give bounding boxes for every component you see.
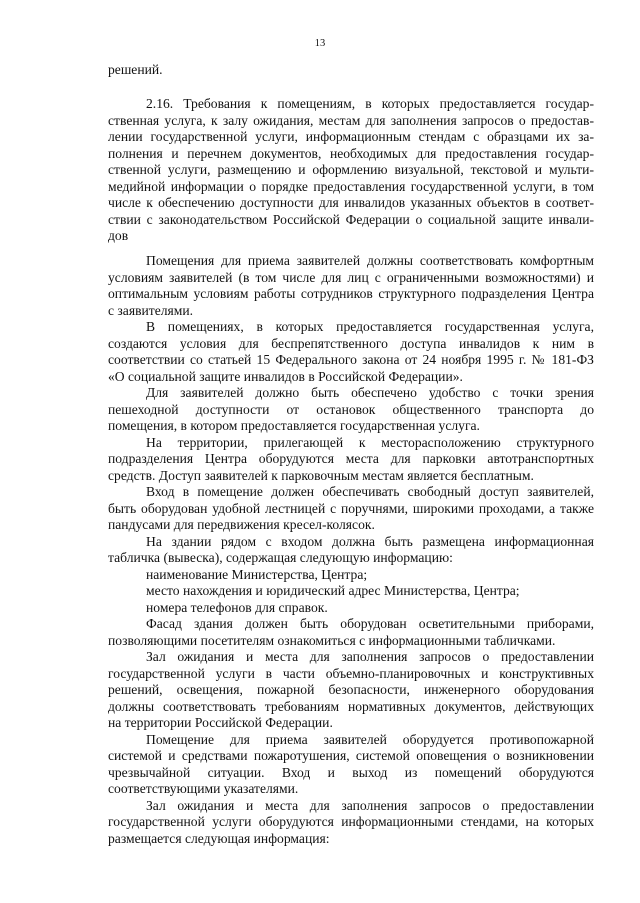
paragraph-fragment: [108, 62, 594, 79]
text-line: быть оборудован удобной лестницей с поручнями, широкими проходами, а также: [108, 500, 594, 516]
text-line: системой и средствами пожаротушения, системой оповещения о возникновении: [108, 748, 594, 763]
text-line: Зал ожидания и места для заполнения запросов о предоставлении: [146, 649, 594, 664]
text-line: чрезвычайной ситуации. Вход и выход из помещений оборудуются: [108, 764, 594, 780]
text-line: должны соответствовать требованиям нормативных документов, действующих: [108, 698, 594, 714]
text-line: ствии с законодательством Российской Федерации о социальной защите инвали-: [108, 211, 594, 227]
text-line: Помещение для приема заявителей оборудуется противопожарной: [146, 731, 594, 747]
text-line: ственной услуги, размещению и оформлению визуальной, текстовой и мульти-: [108, 162, 594, 177]
text-line: В помещениях, в которых предоставляется государственная услуга,: [146, 319, 594, 334]
text-line: полнения и перечнем документов, необходимых для предоставления государ-: [108, 145, 594, 161]
text-line: дов: [108, 228, 129, 243]
text-line: место нахождения и юридический адрес Министерства, Центра;: [146, 583, 520, 598]
text-line: государственной услуги оборудуются информационными стендами, на которых: [108, 814, 594, 829]
text-line: табличка (вывеска), содержащая следующую информацию:: [108, 550, 453, 565]
text-line: Зал ожидания и места для заполнения запросов о предоставлении: [146, 797, 594, 813]
text-line: решений, освещения, пожарной безопасности, инженерного оборудования: [108, 682, 594, 697]
text-line: государственной услуги в части объемно-планировочных и конструктивных: [108, 665, 594, 681]
text-line: На здании рядом с входом должна быть размещена информационная: [146, 533, 594, 549]
text-line: Вход в помещение должен обеспечивать свободный доступ заявителей,: [146, 484, 594, 499]
main-body: [108, 253, 594, 847]
text-line: решений.: [108, 62, 163, 77]
text-line: «О социальной защите инвалидов в Российской Федерации».: [108, 368, 463, 384]
text-line: медийной информации о порядке предоставления государственной услуги, в том: [108, 178, 594, 194]
text-line: пандусами для передвижения кресел-колясок.: [108, 517, 375, 532]
text-line: средств. Доступ заявителей к парковочным местам является бесплатным.: [108, 467, 534, 483]
text-line: номера телефонов для справок.: [146, 599, 328, 615]
text-line: На территории, прилегающей к месторасположению структурного: [146, 434, 594, 450]
text-line: лении государственной услуги, информационным стендам с образцами их за-: [108, 129, 594, 144]
text-line: на территории Российской Федерации.: [108, 715, 333, 730]
text-line: Помещения для приема заявителей должны соответствовать комфортным: [146, 253, 594, 268]
text-line: 2.16. Требования к помещениям, в которых предоставляется государ-: [146, 96, 594, 111]
text-line: создаются условия для беспрепятственного доступа инвалидов к ним в: [108, 335, 594, 351]
text-line: Для заявителей должно быть обеспечено удобство с точки зрения: [146, 385, 594, 400]
text-line: оптимальным условиям работы сотрудников структурного подразделения Центра: [108, 286, 594, 301]
text-line: позволяющими посетителям ознакомиться с информационными табличками.: [108, 632, 556, 648]
section-2-16: [108, 96, 594, 245]
text-line: условиям заявителей (в том числе для лиц с ограниченными возможностями) и: [108, 269, 594, 285]
text-line: соответствующими указателями.: [108, 781, 299, 796]
text-line: соответствии со статьей 15 Федерального закона от 24 ноября 1995 г. № 181-ФЗ: [108, 352, 594, 367]
text-line: Фасад здания должен быть оборудован осветительными приборами,: [146, 616, 594, 631]
text-line: помещения, в котором предоставляется государственная услуга.: [108, 418, 480, 433]
page-number: 13: [314, 38, 326, 49]
text-line: числе к обеспечению доступности для инвалидов указанных объектов в соответ-: [108, 195, 594, 210]
text-line: ственная услуга, к залу ожидания, местам для заполнения запросов о предостав-: [108, 112, 594, 128]
text-line: пешеходной доступности от остановок общественного транспорта до: [108, 401, 594, 417]
text-line: размещается следующая информация:: [108, 830, 330, 846]
text-line: с заявителями.: [108, 302, 194, 318]
text-line: наименование Министерства, Центра;: [146, 566, 368, 582]
text-line: подразделения Центра оборудуются места для парковки автотранспортных: [108, 451, 594, 466]
